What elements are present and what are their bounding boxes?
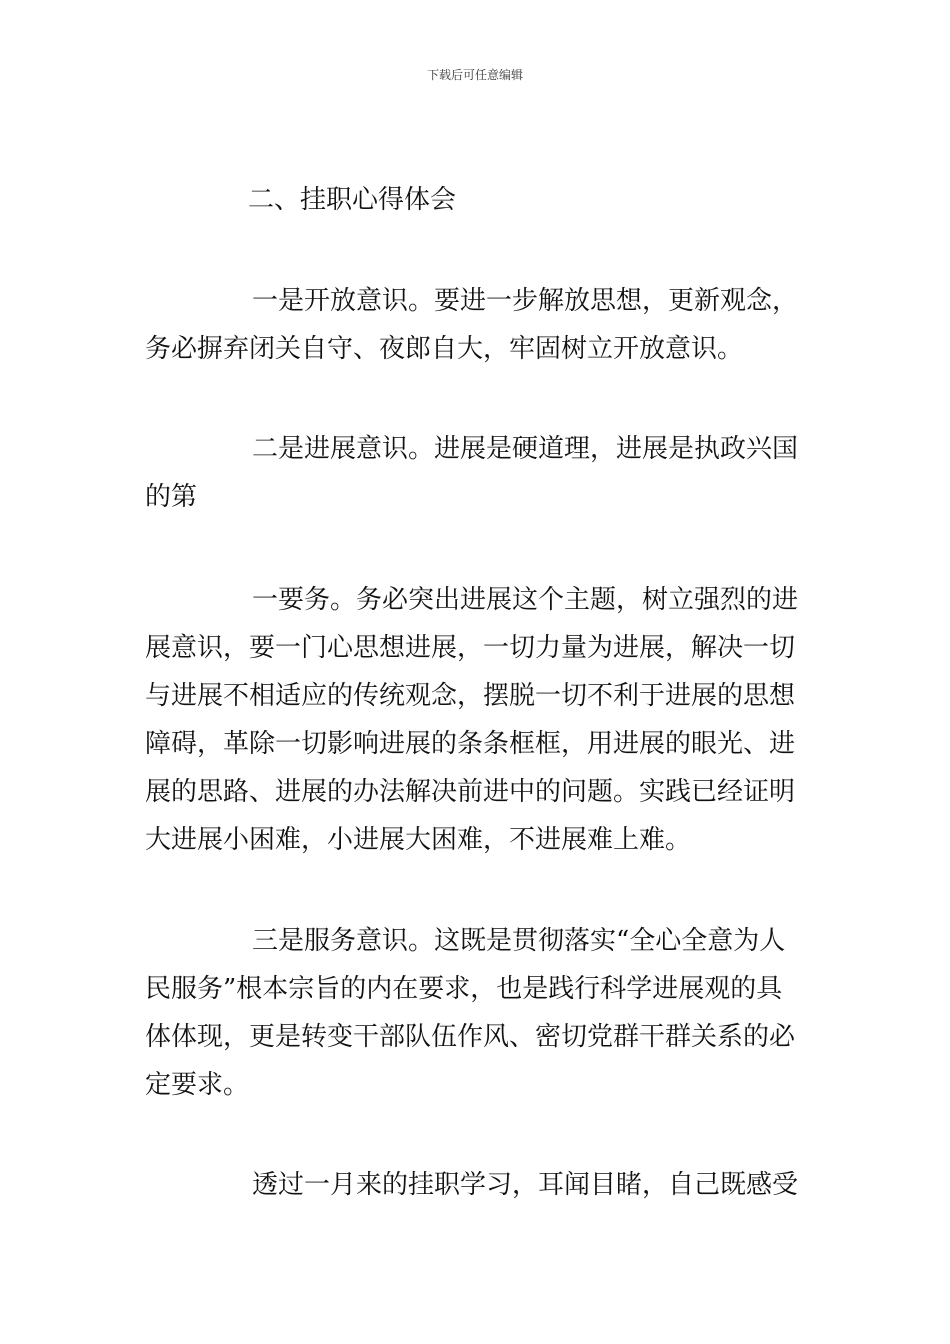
paragraph-3-line-4: 障碍，革除一切影响进展的条条框框，用进展的眼光、进 bbox=[145, 729, 796, 759]
paragraph-4-line-2: 民服务”根本宗旨的内在要求，也是践行科学进展观的具 bbox=[145, 974, 783, 1004]
paragraph-2-line-2: 的第 bbox=[145, 482, 198, 512]
paragraph-3-line-5: 展的思路、进展的办法解决前进中的问题。实践已经证明 bbox=[145, 777, 796, 807]
paragraph-4-line-3: 体体现，更是转变干部队伍作风、密切党群干群关系的必 bbox=[145, 1022, 796, 1052]
paragraph-3-line-6: 大进展小困难，小进展大困难，不进展难上难。 bbox=[145, 825, 692, 855]
paragraph-5-line-1: 透过一月来的挂职学习，耳闻目睹，自己既感受 bbox=[252, 1170, 799, 1200]
paragraph-3-line-3: 与进展不相适应的传统观念，摆脱一切不利于进展的思想 bbox=[145, 681, 796, 711]
paragraph-1-line-1: 一是开放意识。要进一步解放思想，更新观念， bbox=[252, 286, 799, 316]
paragraph-4-line-4: 定要求。 bbox=[145, 1070, 250, 1100]
paragraph-2-line-1: 二是进展意识。进展是硬道理，进展是执政兴国 bbox=[252, 434, 799, 464]
section-title: 二、挂职心得体会 bbox=[248, 185, 457, 215]
paragraph-3-line-1: 一要务。务必突出进展这个主题，树立强烈的进 bbox=[252, 585, 799, 615]
paragraph-3-line-2: 展意识，要一门心思想进展，一切力量为进展，解决一切 bbox=[145, 633, 796, 663]
paragraph-4-line-1: 三是服务意识。这既是贯彻落实“全心全意为人 bbox=[252, 926, 786, 956]
paragraph-1-line-2: 务必摒弃闭关自守、夜郎自大，牢固树立开放意识。 bbox=[145, 334, 744, 364]
header-note: 下载后可任意编辑 bbox=[426, 68, 523, 82]
